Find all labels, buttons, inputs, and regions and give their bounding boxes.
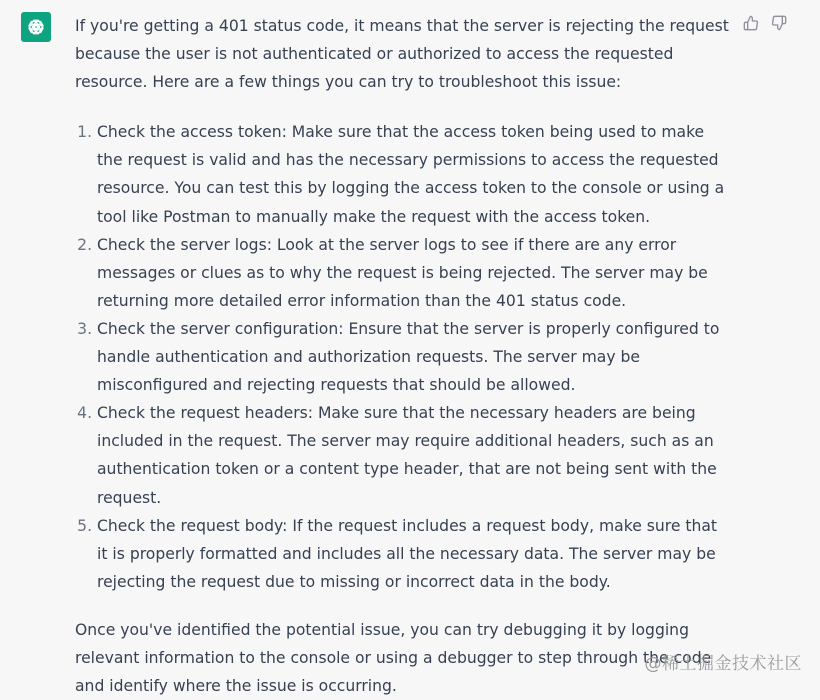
openai-logo-icon xyxy=(25,16,47,38)
step-item: 4. Check the request headers: Make sure that the necessary headers are being included in the request. The server may require additional headers, such as an authentication token or a content type header, that are not being sent with the request. xyxy=(97,399,730,511)
message-content xyxy=(75,12,730,700)
troubleshooting-steps xyxy=(75,118,730,596)
thumbs-up-icon xyxy=(743,15,759,31)
step-item: 2. Check the server logs: Look at the server logs to see if there are any error messages or clues as to why the request is being rejected. The server may be returning more detailed error information than the 401 status code. xyxy=(97,231,730,315)
feedback-controls xyxy=(742,14,788,32)
thumbs-up-button[interactable] xyxy=(742,14,760,32)
step-item: 3. Check the server configuration: Ensure that the server is properly configured to handle authentication and authorization requests. The server may be misconfigured and rejecting requests that should be allowed. xyxy=(97,315,730,399)
thumbs-down-button[interactable] xyxy=(770,14,788,32)
step-item: 5. Check the request body: If the request includes a request body, make sure that it is properly formatted and includes all the necessary data. The server may be rejecting the request due to missing or incorrect data in the body. xyxy=(97,512,730,596)
thumbs-down-icon xyxy=(771,15,787,31)
watermark: @稀土掘金技术社区 xyxy=(644,654,802,674)
message-outro: Once you've identified the potential issue, you can try debugging it by logging relevant information to the console or using a debugger to step through the code and identify where the issue is occurring. xyxy=(75,620,712,696)
message-intro: If you're getting a 401 status code, it means that the server is rejecting the request because the user is not authenticated or authorized to access the requested resource. Here are a few things you can try to troubleshoot this issue: xyxy=(75,17,729,92)
step-item: 1. Check the access token: Make sure that the access token being used to make the request is valid and has the necessary permissions to access the requested resource. You can test this by logging the access token to the console or using a tool like Postman to manually make the request with the access token. xyxy=(97,118,730,230)
assistant-avatar xyxy=(21,12,51,42)
